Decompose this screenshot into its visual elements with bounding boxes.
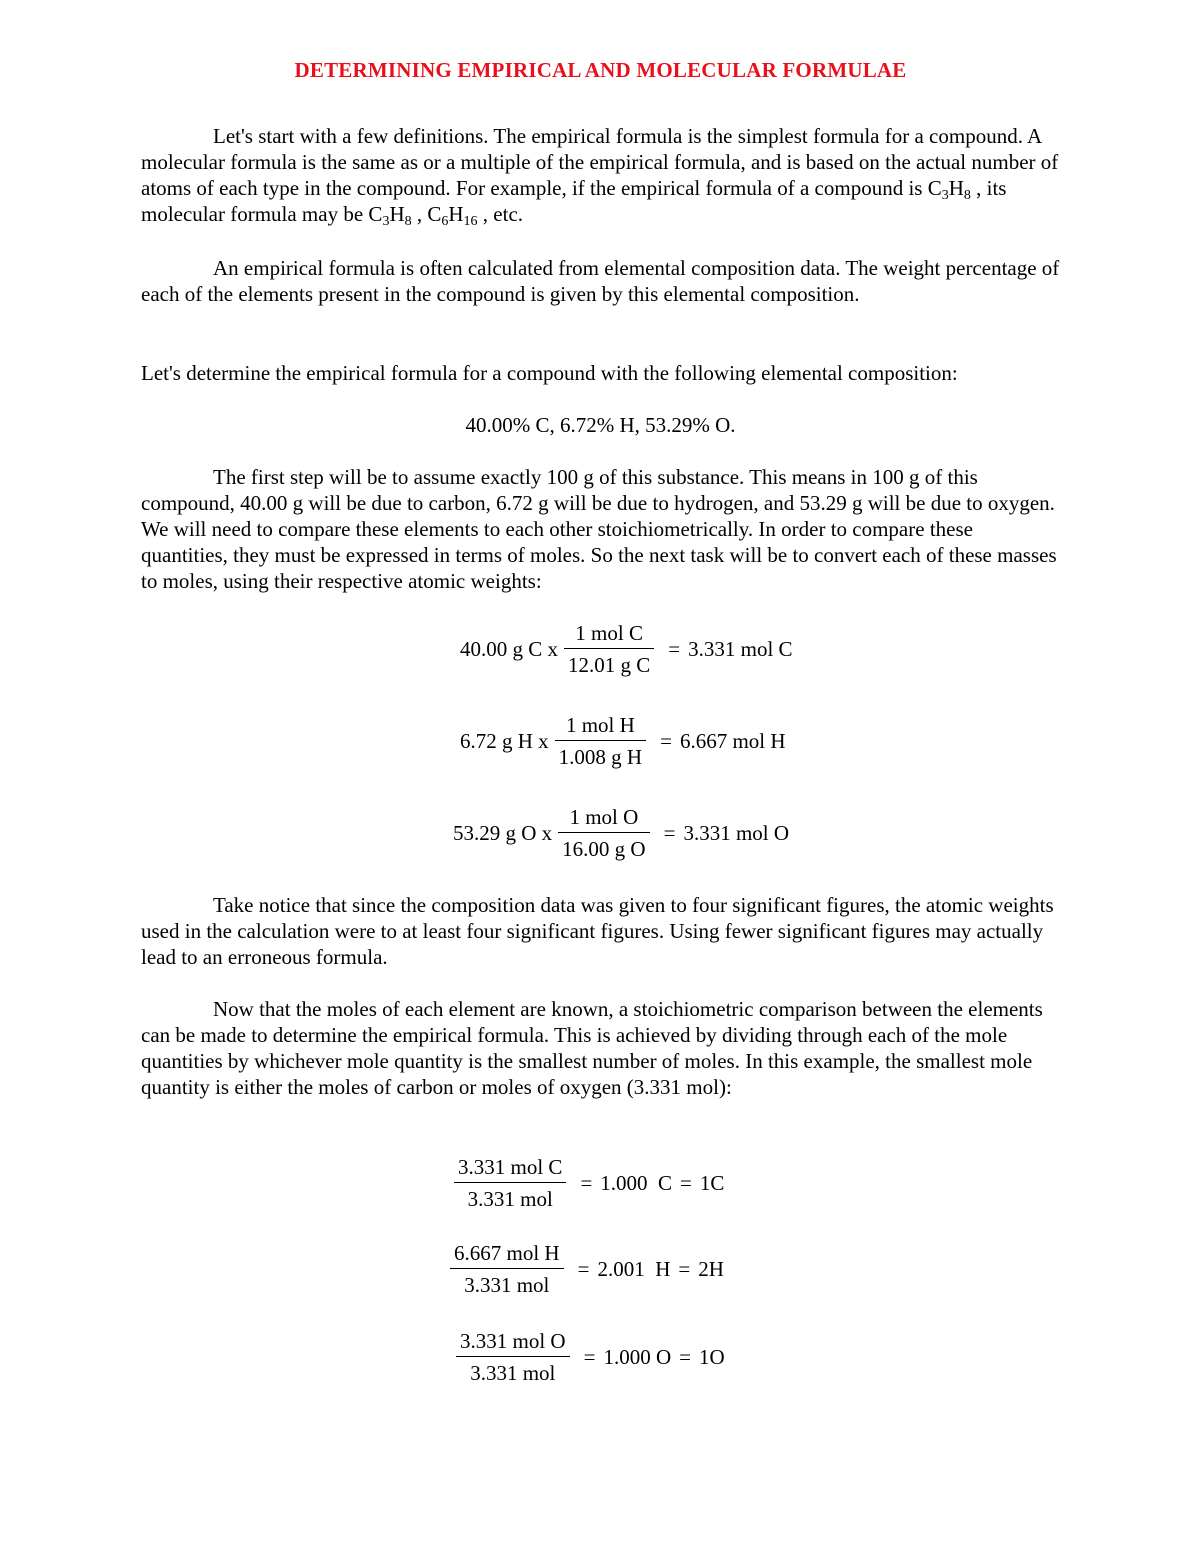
conversion-equation-oxygen: 53.29 g O x $\frac{\text{1 mol O}}{\text{16.00 g O}}$ = 3.331 mol O [453, 805, 790, 861]
fraction: $\frac{\text{1 mol O}}{\text{16.00 g O}}$ [558, 804, 649, 862]
paragraph-stoichiometric: Now that the moles of each element are known, a stoichiometric comparison between the elements can be made to determine the empirical formula. This is achieved by dividing through each of the mole quantities by whichever mole quantity is the smallest number of moles. In this example, the smallest mole quantity is either the moles of carbon or moles of oxygen (3.331 mol): [141, 997, 1043, 1099]
paragraph-definitions: Let's start with a few definitions. The empirical formula is the simplest formula for a compound. A molecular formula is the same as or a multiple of the empirical formula, and is based on the actual number of atoms of each type in the compound. For example, if the empirical formula of a compound is $C_3H_8$ , its molecular formula may be $C_3H_8$ , $C_6H_{16}$ , etc. [141, 124, 1059, 229]
ratio-equation-carbon: $\frac{\text{3.331 mol C}}{\text{3.331 mol}}$ = 1.000 C = 1C [448, 1154, 724, 1212]
ratio-equation-oxygen: $\frac{\text{3.331 mol O}}{\text{3.331 mol}}$ = 1.000 O = 1O [450, 1328, 725, 1386]
fraction: $\frac{\text{1 mol H}}{\text{1.008 g H}}$ [555, 712, 646, 770]
conversion-equation-carbon: 40.00 g C x $\frac{\text{1 mol C}}{\text{12.01 g C}}$ = 3.331 mol C [460, 621, 793, 677]
fraction: $\frac{\text{1 mol C}}{\text{12.01 g C}}$ [564, 620, 654, 678]
paragraph-empirical-calc: An empirical formula is often calculated from elemental composition data. The weight percentage of each of the elements present in the compound is given by this elemental composition. [141, 256, 1060, 306]
paragraph-first-step: The first step will be to assume exactly 100 g of this substance. This means in 100 g of this compound, 40.00 g will be due to carbon, 6.72 g will be due to hydrogen, and 53.29 g will be due to oxygen. We will need to compare these elements to each other stoichiometrically. In order to compare these quantities, they must be expressed in terms of moles. So the next task will be to convert each of these masses to moles, using their respective atomic weights: [141, 465, 1057, 593]
fraction: $\frac{\text{6.667 mol H}}{\text{3.331 mol}}$ [450, 1240, 564, 1298]
composition-line: 40.00% C, 6.72% H, 53.29% O. [465, 413, 736, 437]
fraction: $\frac{\text{3.331 mol O}}{\text{3.331 mol}}$ [456, 1328, 570, 1386]
paragraph-composition-intro: Let's determine the empirical formula for a compound with the following elemental composition: [141, 361, 958, 385]
conversion-equation-hydrogen: 6.72 g H x $\frac{\text{1 mol H}}{\text{1.008 g H}}$ = 6.667 mol H [460, 713, 786, 769]
ratio-equation-hydrogen: $\frac{\text{6.667 mol H}}{\text{3.331 mol}}$ = 2.001 H = 2H [444, 1240, 724, 1298]
page-title: DETERMINING EMPIRICAL AND MOLECULAR FORMULAE [294, 58, 907, 82]
fraction: $\frac{\text{3.331 mol C}}{\text{3.331 mol}}$ [454, 1154, 566, 1212]
paragraph-significant-figures: Take notice that since the composition data was given to four significant figures, the atomic weights used in the calculation were to at least four significant figures. Using fewer significant figures may actually lead to an erroneous formula. [141, 893, 1054, 969]
